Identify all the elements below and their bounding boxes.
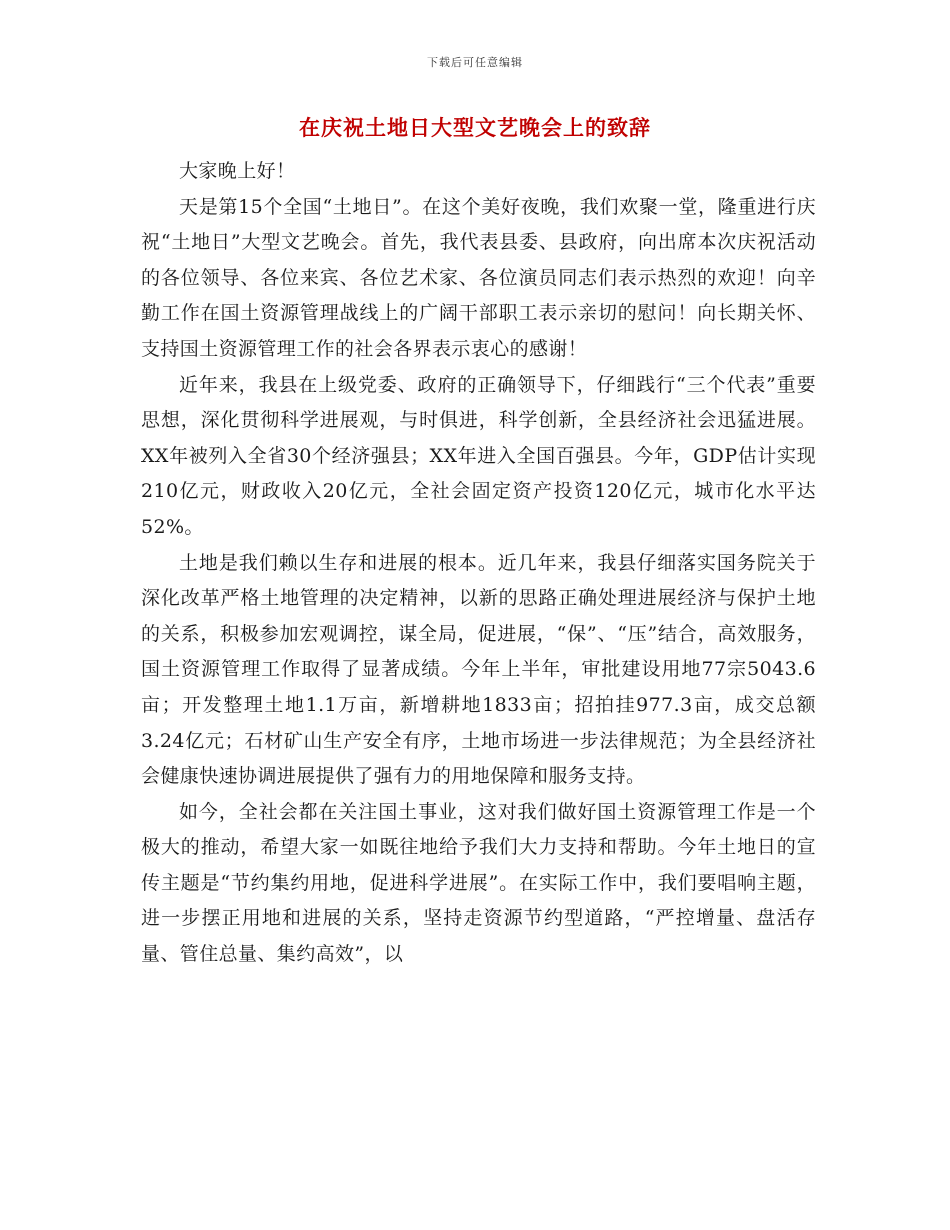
header-note: 下载后可任意编辑 <box>427 56 523 69</box>
paragraph-greeting: 大家晚上好！ <box>179 160 296 182</box>
document-body <box>141 154 816 973</box>
document-title: 在庆祝土地日大型文艺晚会上的致辞 <box>299 115 651 140</box>
paragraph-opening: 天是第15个全国“土地日”。在这个美好夜晚，我们欢聚一堂，隆重进行庆祝“土地日”大型文艺晚会。首先，我代表县委、县政府，向出席本次庆祝活动的各位领导、各位来宾、各位艺术家、各位演员同志们表示热烈的欢迎！向辛勤工作在国土资源管理战线上的广阔干部职工表示亲切的慰问！向长期关怀、支持国土资源管理工作的社会各界表示衷心的感谢！ <box>141 195 816 360</box>
paragraph-achievements: 近年来，我县在上级党委、政府的正确领导下，仔细践行“三个代表”重要思想，深化贯彻科学进展观，与时俱进，科学创新，全县经济社会迅猛进展。XX年被列入全省30个经济强县；XX年进入全国百强县。今年，GDP估计实现210亿元，财政收入20亿元，全社会固定资产投资120亿元，城市化水平达52%。 <box>141 373 816 538</box>
paragraph-theme: 如今，全社会都在关注国土事业，这对我们做好国土资源管理工作是一个极大的推动，希望大家一如既往地给予我们大力支持和帮助。今年土地日的宣传主题是“节约集约用地，促进科学进展”。在实际工作中，我们要唱响主题，进一步摆正用地和进展的关系，坚持走资源节约型道路，“严控增量、盘活存量、管住总量、集约高效”，以 <box>141 800 816 966</box>
paragraph-land-management: 土地是我们赖以生存和进展的根本。近几年来，我县仔细落实国务院关于深化改革严格土地管理的决定精神，以新的思路正确处理进展经济与保护土地的关系，积极参加宏观调控，谋全局，促进展，“保”、“压”结合，高效服务，国土资源管理工作取得了显著成绩。今年上半年，审批建设用地77宗5043.6亩；开发整理土地1.1万亩，新增耕地1833亩；招拍挂977.3亩，成交总额3.24亿元；石材矿山生产安全有序，土地市场进一步法律规范；为全县经济社会健康快速协调进展提供了强有力的用地保障和服务支持。 <box>141 551 816 788</box>
